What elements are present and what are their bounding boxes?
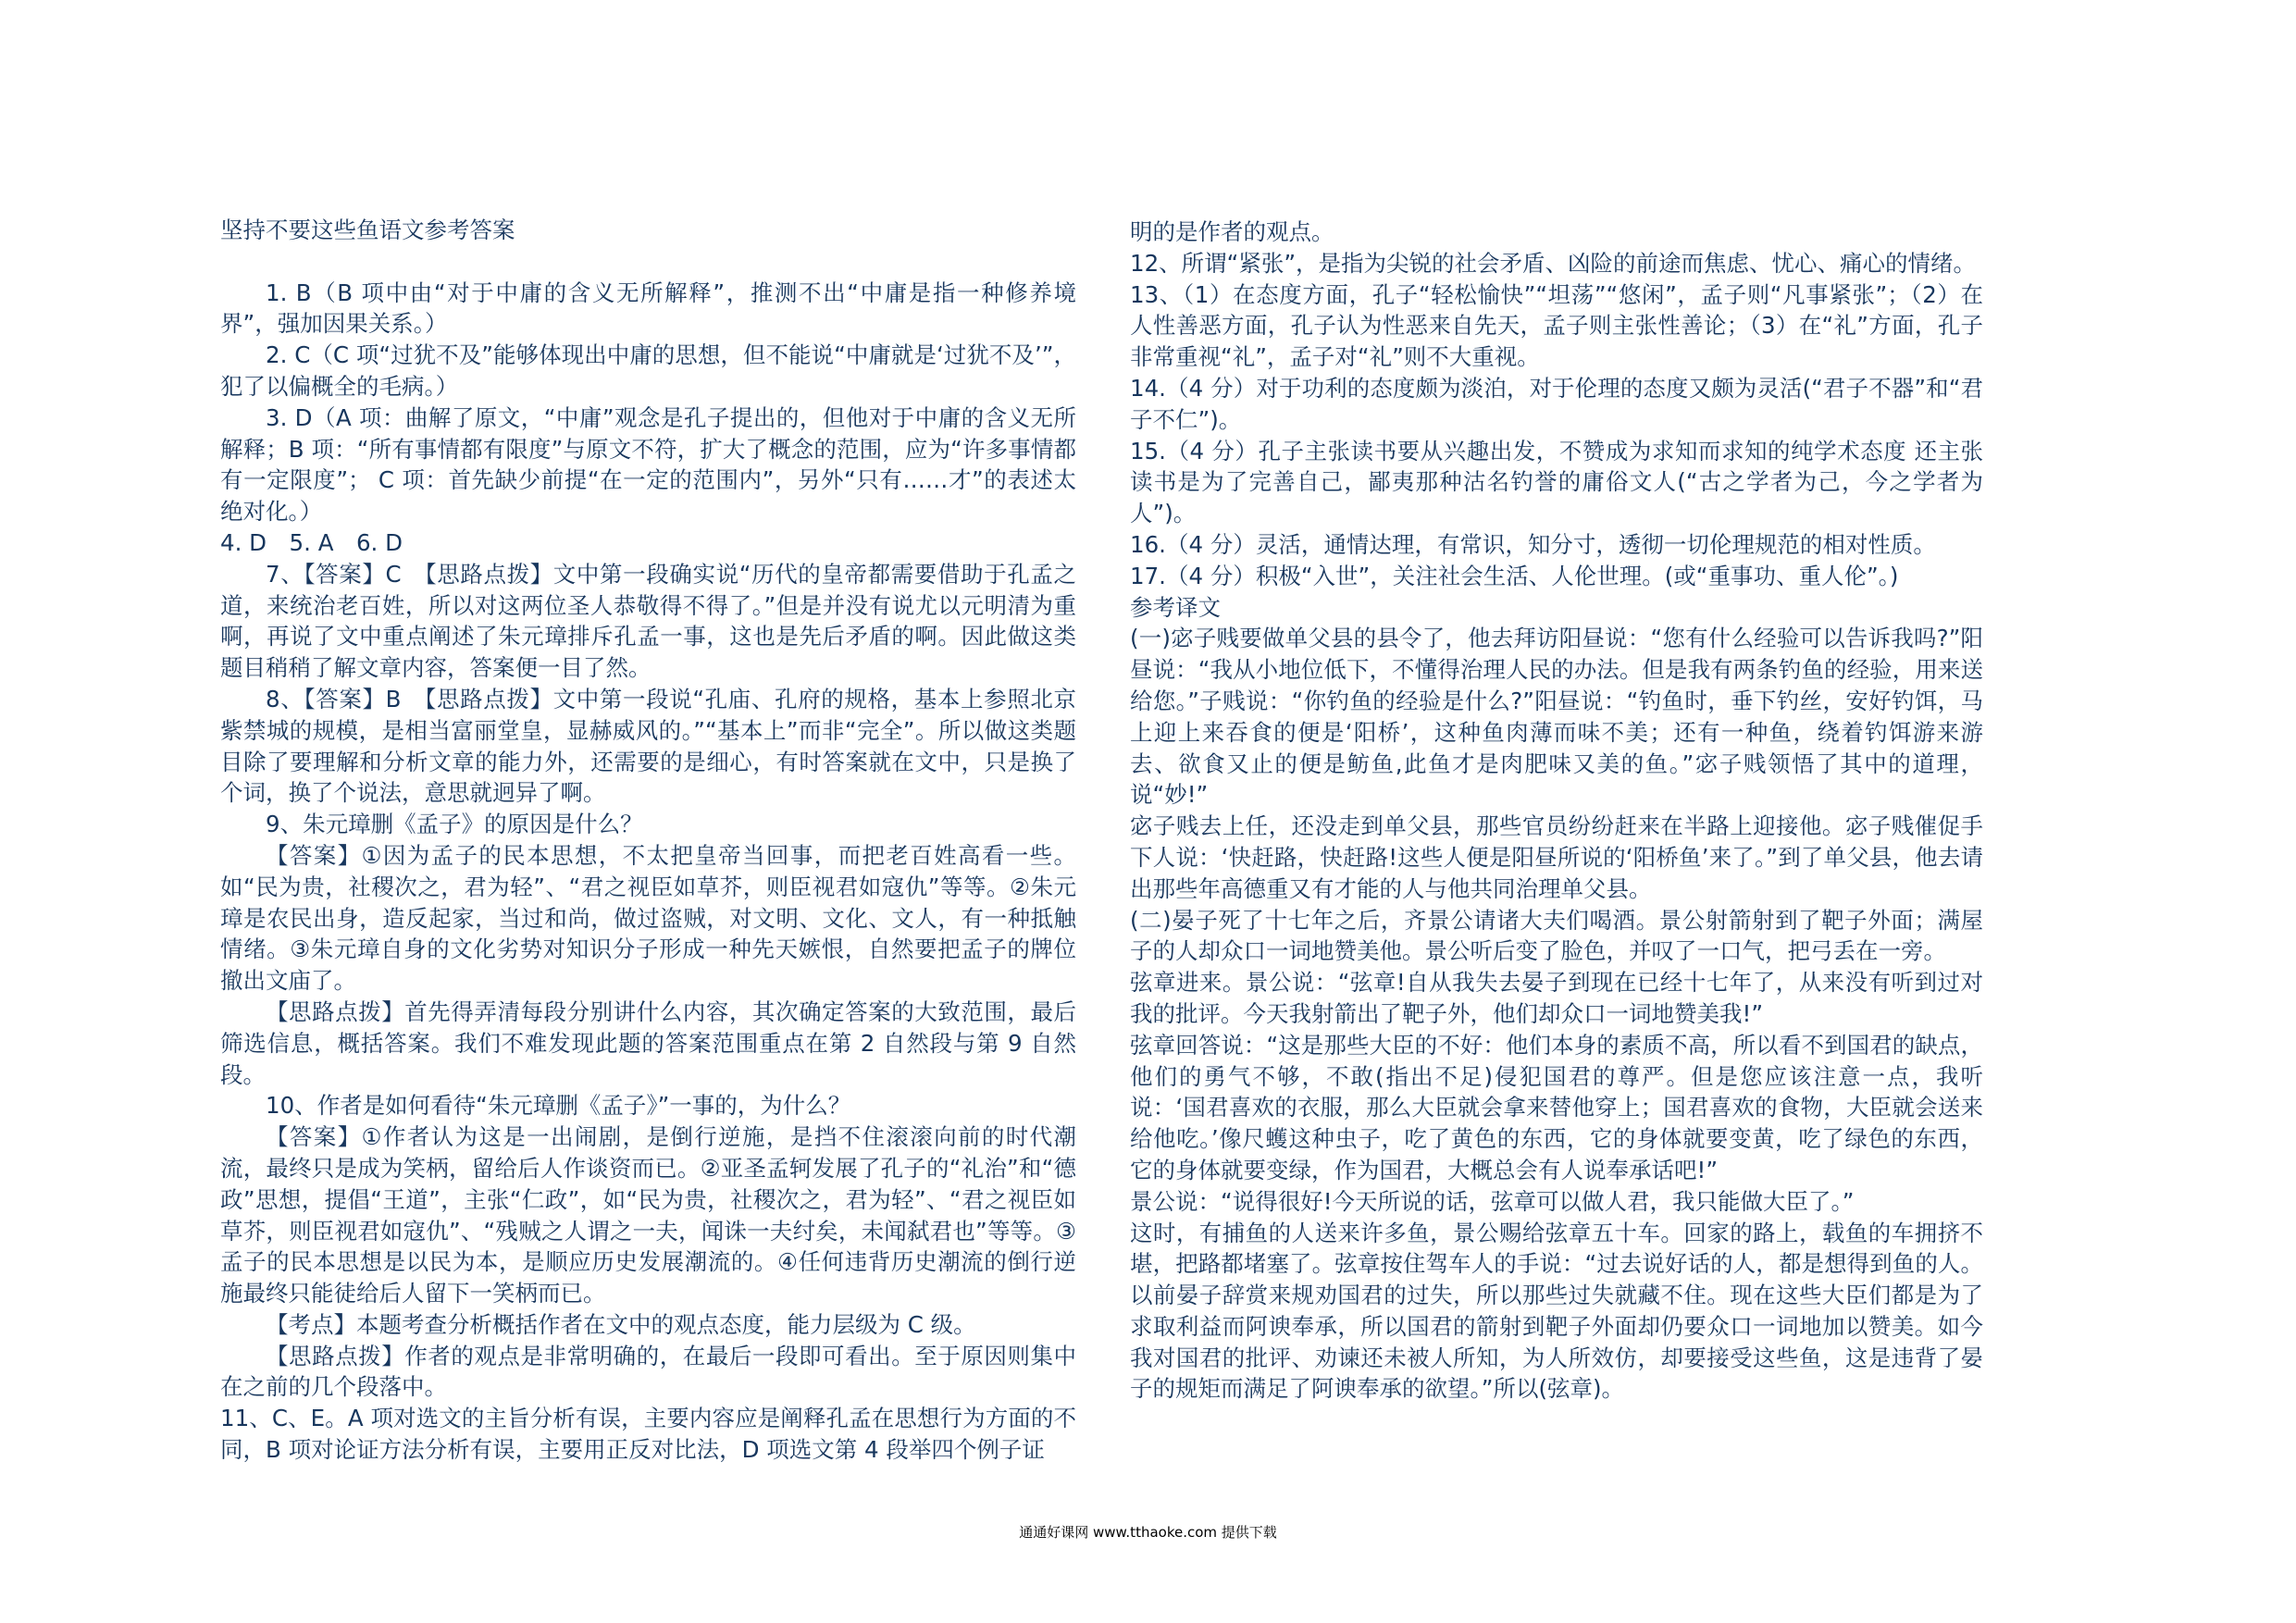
left-paragraph: 【答案】①作者认为这是一出闹剧，是倒行逆施，是挡不住滚滚向前的时代潮流，最终只是成为笑柄，留给后人作谈资而已。②亚圣孟轲发展了孔子的“礼治”和“德政”思想，提倡“王道”，主张“仁政”，如“民为贵，社稷次之，君为轻”、“君之视臣如草芥，则臣视君如寇仇”、“残贼之人谓之一夫，闻诛一夫纣矣，未闻弑君也”等等。③孟子的民本思想是以民为本，是顺应历史发展潮流的。④任何违背历史潮流的倒行逆施最终只能徒给后人留下一笑柄而已。 xyxy=(220,1123,1076,1307)
right-paragraph: 弦章回答说：“这是那些大臣的不好：他们本身的素质不高，所以看不到国君的缺点，他们的勇气不够，不敢(指出不足)侵犯国君的尊严。但是您应该注意一点，我听说：‘国君喜欢的衣服，那么大臣就会拿来替他穿上；国君喜欢的食物，大臣就会送来给他吃。’像尺蠖这种虫子，吃了黄色的东西，它的身体就要变黄，吃了绿色的东西，它的身体就要变绿，作为国君，大概总会有人说奉承话吧!” xyxy=(1130,1031,1983,1183)
left-paragraph: 1. B（B 项中由“对于中庸的含义无所解释”，推测不出“中庸是指一种修养境界”，强加因果关系。） xyxy=(220,279,1076,338)
left-paragraph: 【思路点拨】作者的观点是非常明确的，在最后一段即可看出。至于原因则集中在之前的几个段落中。 xyxy=(220,1342,1076,1401)
right-paragraph: 14.（4 分）对于功利的态度颇为淡泊，对于伦理的态度又颇为灵活(“君子不器”和“君子不仁”)。 xyxy=(1130,374,1983,433)
left-paragraph: 2. C（C 项“过犹不及”能够体现出中庸的思想，但不能说“中庸就是‘过犹不及’”，犯了以偏概全的毛病。） xyxy=(220,341,1076,400)
right-paragraph: 13、（1）在态度方面，孔子“轻松愉快”“坦荡”“悠闲”，孟子则“凡事紧张”；（2）在人性善恶方面，孔子认为性恶来自先天，孟子则主张性善论；（3）在“礼”方面，孔子非常重视“礼”，孟子对“礼”则不大重视。 xyxy=(1130,280,1983,371)
right-column xyxy=(1130,217,1983,1405)
left-paragraph: 3. D（A 项：曲解了原文，“中庸”观念是孔子提出的，但他对于中庸的含义无所解释；B 项：“所有事情都有限度”与原文不符，扩大了概念的范围，应为“许多事情都有一定限度”； C 项：首先缺少前提“在一定的范围内”，另外“只有……才”的表述太绝对化。） xyxy=(220,403,1076,526)
right-paragraph: 宓子贱去上任，还没走到单父县，那些官员纷纷赶来在半路上迎接他。宓子贱催促手下人说：‘快赶路，快赶路!这些人便是阳昼所说的‘阳桥鱼’来了。”到了单父县，他去请出那些年高德重又有才能的人与他共同治理单父县。 xyxy=(1130,812,1983,902)
left-paragraph: 4. D 5. A 6. D xyxy=(220,528,403,556)
right-paragraph: 17.（4 分）积极“入世”，关注社会生活、人伦世理。(或“重事功、重人伦”。) xyxy=(1130,562,1899,589)
right-paragraph: 明的是作者的观点。 xyxy=(1130,218,1334,245)
left-paragraph: 【答案】①因为孟子的民本思想，不太把皇帝当回事，而把老百姓高看一些。如“民为贵，社稷次之，君为轻”、“君之视臣如草芥，则臣视君如寇仇”等等。②朱元璋是农民出身，造反起家，当过和尚，做过盗贼，对文明、文化、文人，有一种抵触情绪。③朱元璋自身的文化劣势对知识分子形成一种先天嫉恨，自然要把孟子的牌位撤出文庙了。 xyxy=(220,841,1076,995)
left-paragraph: 【考点】本题考查分析概括作者在文中的观点态度，能力层级为 C 级。 xyxy=(266,1310,976,1338)
right-paragraph: 12、所谓“紧张”，是指为尖锐的社会矛盾、凶险的前途而焦虑、忧心、痛心的情绪。 xyxy=(1130,249,1977,277)
right-paragraph: (二)晏子死了十七年之后，齐景公请诸大夫们喝酒。景公射箭射到了靶子外面；满屋子的人却众口一词地赞美他。景公听后变了脸色，并叹了一口气，把弓丢在一旁。 xyxy=(1130,906,1983,965)
left-paragraph: 10、作者是如何看待“朱元璋删《孟子》”一事的，为什么？ xyxy=(266,1092,851,1120)
footer-credit: 通通好课网 www.tthaoke.com 提供下载 xyxy=(1019,1524,1277,1541)
left-paragraph: 7、【答案】C 【思路点拨】文中第一段确实说“历代的皇帝都需要借助于孔孟之道，来统治老百姓，所以对这两位圣人恭敬得不得了。”但是并没有说尤以元明清为重啊，再说了文中重点阐述了朱元璋排斥孔孟一事，这也是先后矛盾的啊。因此做这类题目稍稍了解文章内容，答案便一目了然。 xyxy=(220,560,1076,682)
left-paragraph: 9、朱元璋删《孟子》的原因是什么？ xyxy=(266,811,643,838)
right-paragraph: 参考译文 xyxy=(1130,593,1221,621)
left-paragraph: 【思路点拨】首先得弄清每段分别讲什么内容，其次确定答案的大致范围，最后筛选信息，概括答案。我们不难发现此题的答案范围重点在第 2 自然段与第 9 自然段。 xyxy=(220,997,1076,1088)
left-column xyxy=(220,215,1076,1466)
left-paragraph: 8、【答案】B 【思路点拨】文中第一段说“孔庙、孔府的规格，基本上参照北京紫禁城的规模，是相当富丽堂皇，显赫威风的。”“基本上”而非“完全”。所以做这类题目除了要理解和分析文章的能力外，还需要的是细心，有时答案就在文中，只是换了个词，换了个说法，意思就迥异了啊。 xyxy=(220,685,1076,807)
right-paragraph: 15.（4 分）孔子主张读书要从兴趣出发，不赞成为求知而求知的纯学术态度 还主张读书是为了完善自己，鄙夷那种沽名钓誉的庸俗文人(“古之学者为己，今之学者为人”)。 xyxy=(1130,437,1983,527)
right-paragraph: 弦章进来。景公说：“弦章!自从我失去晏子到现在已经十七年了，从来没有听到过对我的批评。今天我射箭出了靶子外，他们却众口一词地赞美我!” xyxy=(1130,969,1983,1027)
document-title: 坚持不要这些鱼语文参考答案 xyxy=(220,217,515,243)
right-paragraph: 景公说：“说得很好!今天所说的话，弦章可以做人君，我只能做大臣了。” xyxy=(1130,1187,1855,1215)
right-paragraph: 这时，有捕鱼的人送来许多鱼，景公赐给弦章五十车。回家的路上，载鱼的车拥挤不堪，把路都堵塞了。弦章按住驾车人的手说：“过去说好话的人，都是想得到鱼的人。以前晏子辞赏来规劝国君的过失，所以那些过失就藏不住。现在这些大臣们都是为了求取利益而阿谀奉承，所以国君的箭射到靶子外面却仍要众口一词地加以赞美。如今我对国君的批评、劝谏还未被人所知，为人所效仿，却要接受这些鱼，这是违背了晏子的规矩而满足了阿谀奉承的欲望。”所以(弦章)。 xyxy=(1130,1219,1983,1403)
right-paragraph: (一)宓子贱要做单父县的县令了，他去拜访阳昼说：“您有什么经验可以告诉我吗?”阳昼说：“我从小地位低下，不懂得治理人民的办法。但是我有两条钓鱼的经验，用来送给您。”子贱说：“你钓鱼的经验是什么?”阳昼说：“钓鱼时，垂下钓丝，安好钓饵，马上迎上来吞食的便是‘阳桥’，这种鱼肉薄而味不美；还有一种鱼，绕着钓饵游来游去、欲食又止的便是鲂鱼,此鱼才是肉肥味又美的鱼。”宓子贱领悟了其中的道理，说“妙!” xyxy=(1130,625,1983,809)
right-paragraph: 16.（4 分）灵活，通情达理，有常识，知分寸，透彻一切伦理规范的相对性质。 xyxy=(1130,530,1936,558)
left-paragraph: 11、C、E。A 项对选文的主旨分析有误，主要内容应是阐释孔孟在思想行为方面的不同，B 项对论证方法分析有误，主要用正反对比法，D 项选文第 4 段举四个例子证 xyxy=(220,1405,1076,1464)
